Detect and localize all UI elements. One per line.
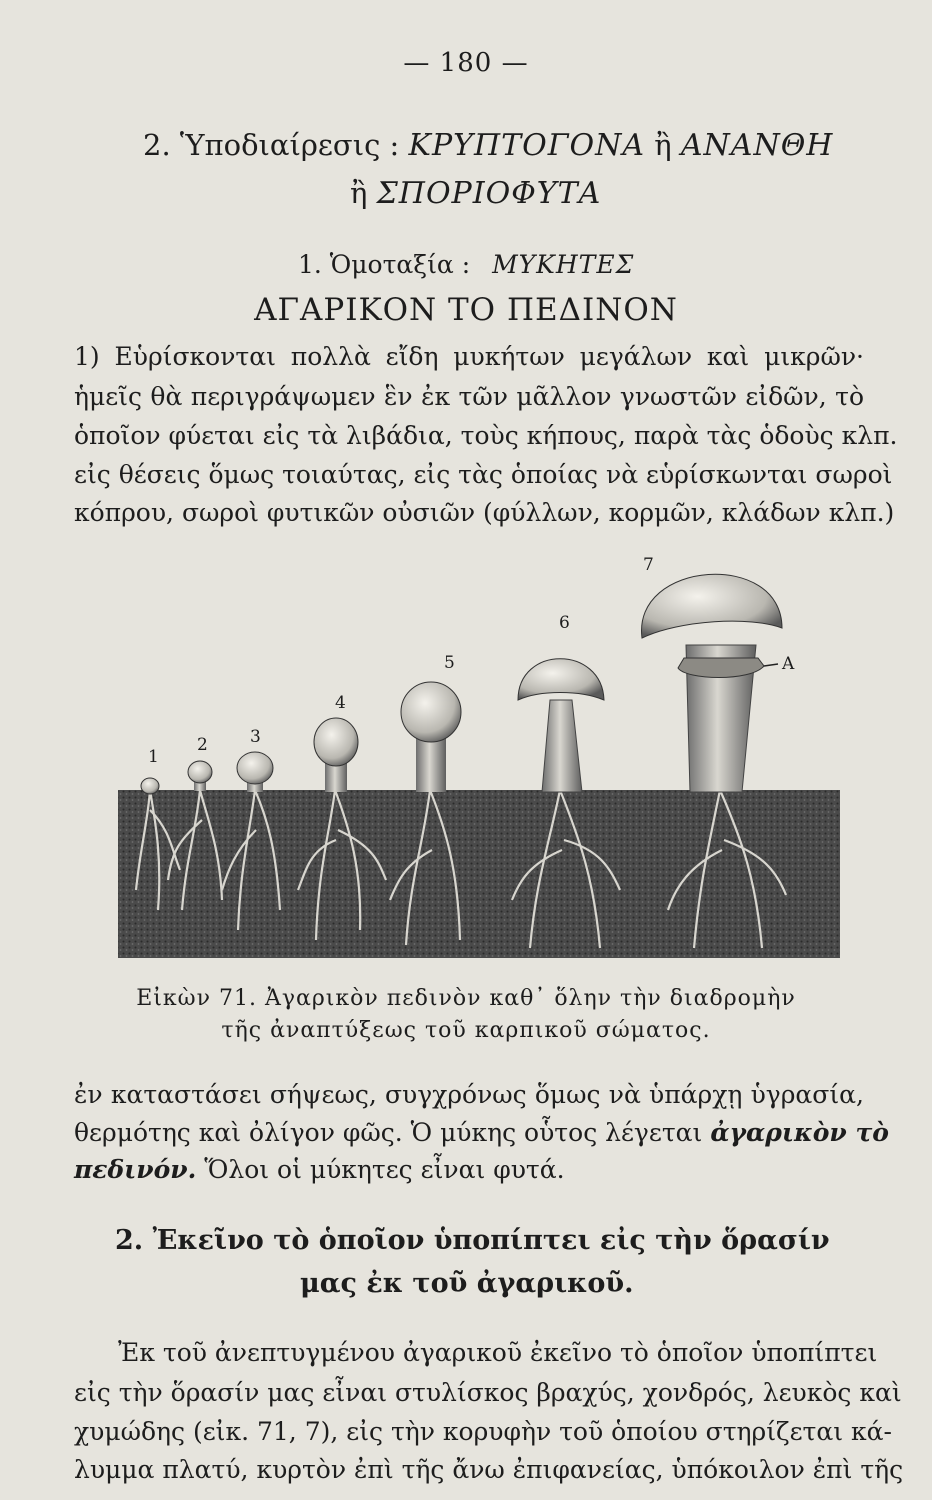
para3-line-4: λυμμα πλατύ, κυρτὸν ἐπὶ τῆς ἄνω ἐπιφανείας, ὑπόκοιλον ἐπὶ τῆς [74, 1455, 904, 1484]
figure-caption-line-1: Εἰκὼν 71. Ἀγαρικὸν πεδινὸν καθ᾽ ὅλην τὴν διαδρομὴν [136, 986, 796, 1011]
para1-line-2: ἡμεῖς θὰ περιγράψωμεν ἓν ἐκ τῶν μᾶλλον γνωστῶν εἰδῶν, τὸ [74, 382, 864, 411]
figure-label-2: 2 [197, 735, 208, 755]
para2-line-3 [74, 1155, 864, 1184]
para1-line-1: 1) Εὑρίσκονται πολλὰ εἴδη μυκήτων μεγάλων καὶ μικρῶν· [74, 342, 864, 371]
para2-line-2-text: θερμότης καὶ ὀλίγον φῶς. Ὁ μύκης οὗτος λέγεται [74, 1118, 703, 1147]
subdivision-conj-1: ἢ [654, 128, 672, 162]
mushroom-growth-figure [110, 550, 850, 980]
page-number: — 180 — [403, 48, 529, 78]
para3-line-3: χυμώδης (εἰκ. 71, 7), εἰς τὴν κορυφὴν τοῦ ὁποίου στηρίζεται κά- [74, 1417, 892, 1446]
mushroom-stage-3 [237, 752, 273, 792]
para1-line-5: κόπρου, σωροὶ φυτικῶν οὐσιῶν (φύλλων, κορμῶν, κλάδων κλπ.) [74, 498, 895, 527]
figure-label-5: 5 [444, 653, 455, 673]
subdivision-name-1: ΚΡΥΠΤΟΓΟΝΑ [408, 128, 646, 163]
subdivision-conj-2: ἢ [350, 176, 368, 210]
figure-caption-line-2: τῆς ἀναπτύξεως τοῦ καρπικοῦ σώματος. [221, 1018, 711, 1043]
section-2-heading-line-2: μας ἐκ τοῦ ἀγαρικοῦ. [300, 1268, 634, 1299]
main-heading: ΑΓΑΡΙΚΟΝ ΤΟ ΠΕΔΙΝΟΝ [254, 292, 678, 328]
para2-term-2: πεδινόν. [74, 1155, 197, 1184]
para2-line-1: ἐν καταστάσει σήψεως, συγχρόνως ὅμως νὰ ὑπάρχῃ ὑγρασία, [74, 1080, 864, 1109]
subdivision-name-3: ΣΠΟΡΙΟΦΥΤΑ [376, 176, 602, 211]
mushroom-stage-2 [188, 761, 212, 791]
mushroom-stage-1 [141, 778, 159, 794]
figure-label-4: 4 [335, 693, 346, 713]
class-name: ΜΥΚΗΤΕΣ [492, 250, 635, 279]
para2-line-2 [74, 1118, 889, 1147]
subdivision-name-2: ΑΝΑΝΘΗ [680, 128, 834, 163]
mushroom-stage-5 [401, 682, 461, 792]
subdivision-heading-line2 [350, 176, 601, 211]
class-heading [298, 250, 634, 279]
class-prefix: 1. Ὁμοταξία : [298, 250, 471, 279]
para1-line-3: ὁποῖον φύεται εἰς τὰ λιβάδια, τοὺς κήπους, παρὰ τὰς ὁδοὺς κλπ. [74, 421, 898, 450]
figure-label-6: 6 [559, 613, 570, 633]
para1-line-4: εἰς θέσεις ὅμως τοιαύτας, εἰς τὰς ὁποίας νὰ εὑρίσκωνται σωροὶ [74, 460, 893, 489]
para2-line-3-text: Ὅλοι οἱ μύκητες εἶναι φυτά. [204, 1155, 565, 1184]
subdivision-prefix: 2. Ὑποδιαίρεσις : [143, 128, 400, 162]
section-2-heading-line-1: 2. Ἐκεῖνο τὸ ὁποῖον ὑποπίπτει εἰς τὴν ὅρασίν [115, 1225, 830, 1256]
para2-term-1: ἀγαρικὸν τὸ [710, 1118, 889, 1147]
subdivision-heading [143, 128, 833, 163]
figure-label-3: 3 [250, 727, 261, 747]
mushroom-stage-6 [518, 659, 604, 792]
figure-label-7: 7 [643, 555, 654, 575]
mushroom-stage-4 [314, 718, 358, 792]
figure-label-1: 1 [148, 747, 159, 767]
para3-line-1: Ἐκ τοῦ ἀνεπτυγμένου ἀγαρικοῦ ἐκεῖνο τὸ ὁποῖον ὑποπίπτει [118, 1338, 878, 1367]
para3-line-2: εἰς τὴν ὅρασίν μας εἶναι στυλίσκος βραχύς, χονδρός, λευκὸς καὶ [74, 1378, 902, 1407]
mushroom-stage-7 [642, 574, 782, 792]
figure-label-a: A [782, 654, 795, 674]
